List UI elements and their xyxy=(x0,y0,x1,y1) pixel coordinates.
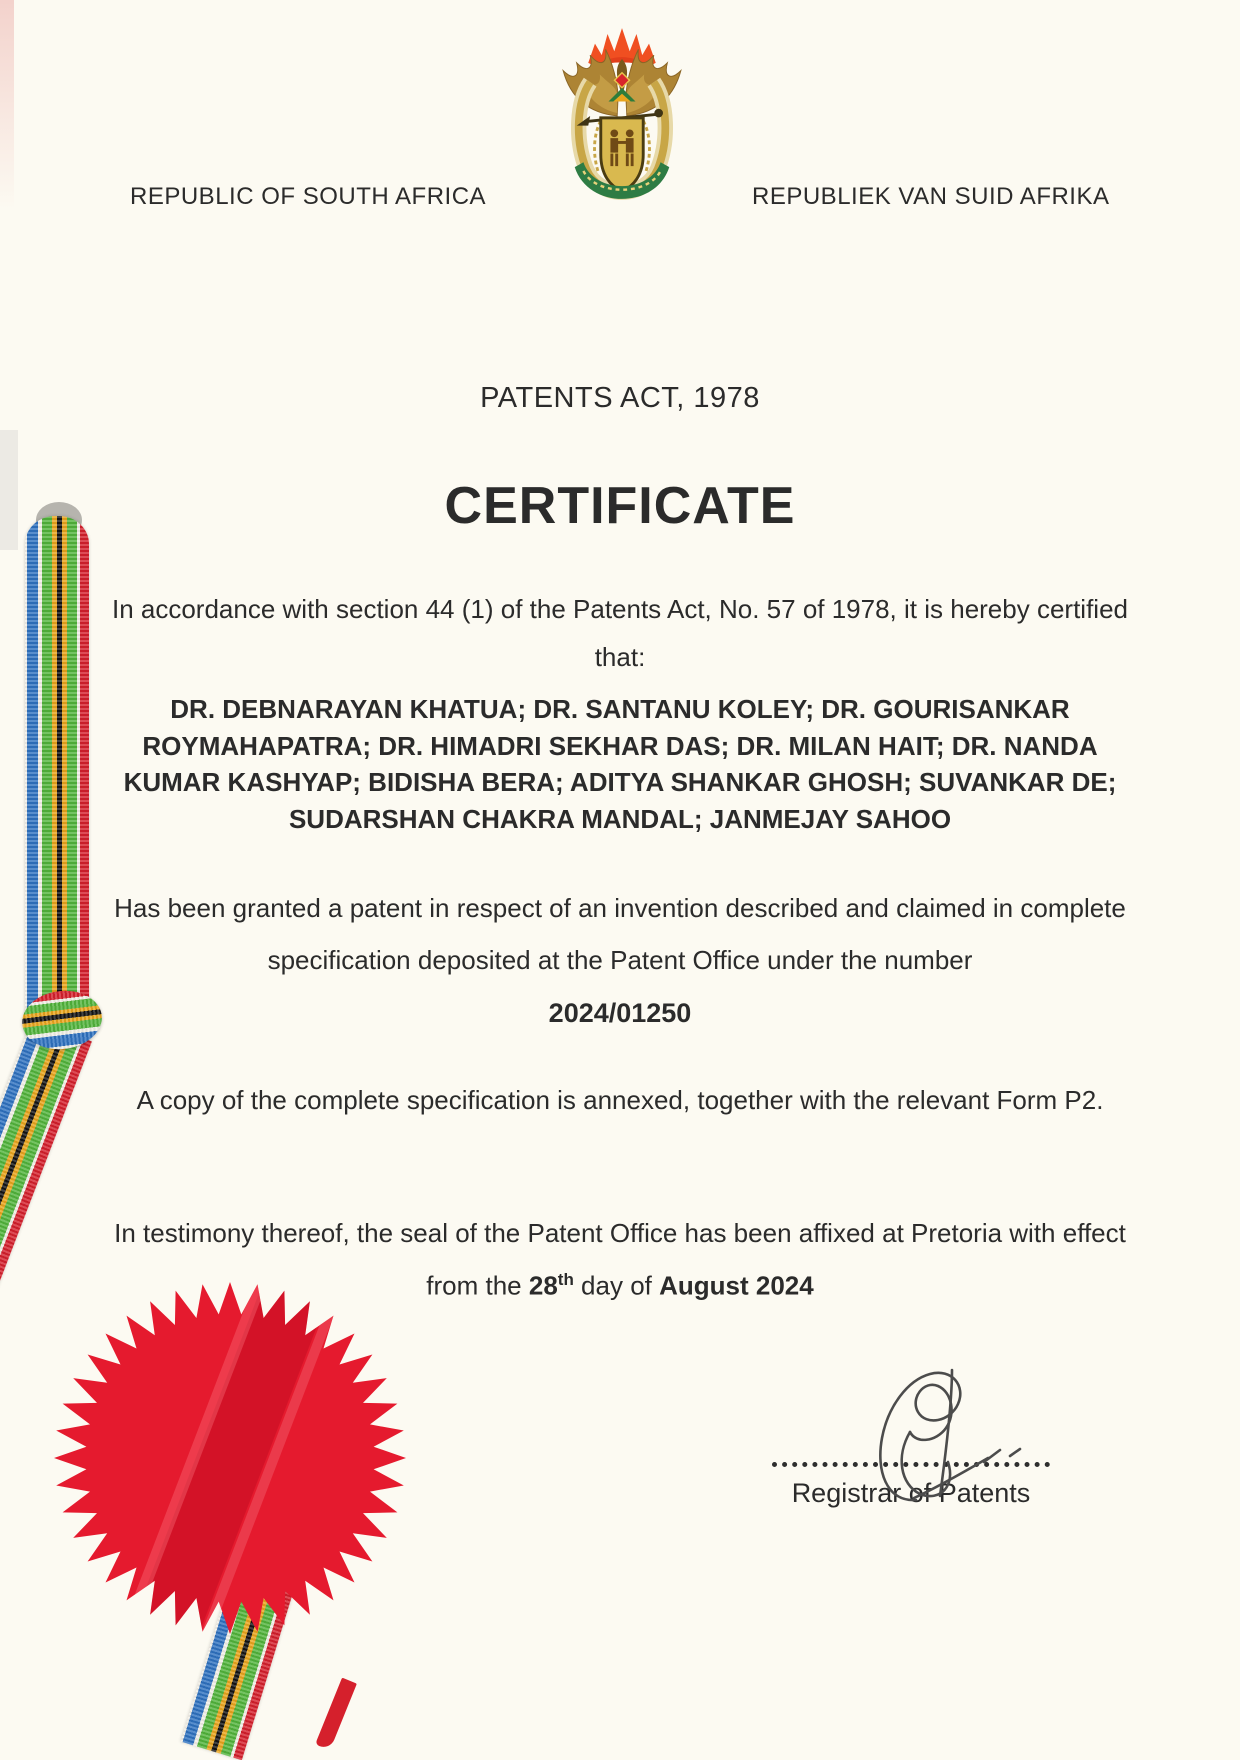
date-ordinal: th xyxy=(557,1270,574,1289)
date-prefix: from the xyxy=(426,1270,529,1301)
granted-line-1: Has been granted a patent in respect of an invention described and claimed in complete xyxy=(114,893,1126,923)
grantee-names xyxy=(0,691,1240,837)
south-africa-coat-of-arms-icon xyxy=(540,24,704,232)
grantee-line: ROYMAHAPATRA; DR. HIMADRI SEKHAR DAS; DR. MILAN HAIT; DR. NANDA xyxy=(142,730,1098,761)
signature-label: Registrar of Patents xyxy=(791,1478,1031,1508)
country-name-english: REPUBLIC OF SOUTH AFRICA xyxy=(130,183,487,210)
intro-that: that: xyxy=(594,642,646,672)
testimony-line: In testimony thereof, the seal of the Patent Office has been affixed at Pretoria with effect xyxy=(114,1218,1126,1248)
date-day: 28 xyxy=(528,1270,558,1301)
grantee-line: DR. DEBNARAYAN KHATUA; DR. SANTANU KOLEY; DR. GOURISANKAR xyxy=(170,694,1070,724)
intro-line: In accordance with section 44 (1) of the Patents Act, No. 57 of 1978, it is hereby certified xyxy=(111,594,1128,624)
patent-number: 2024/01250 xyxy=(548,998,692,1028)
ribbon-red-tail xyxy=(315,1678,357,1751)
ribbon-vertical-segment xyxy=(25,516,89,1014)
date-month-year: August 2024 xyxy=(659,1270,814,1301)
patent-office-seal xyxy=(52,1280,408,1636)
date-middle: day of xyxy=(573,1270,660,1301)
grantee-line: KUMAR KASHYAP; BIDISHA BERA; ADITYA SHANKAR GHOSH; SUVANKAR DE; xyxy=(123,767,1117,797)
scan-smudge xyxy=(0,0,14,210)
grantee-line: SUDARSHAN CHAKRA MANDAL; JANMEJAY SAHOO xyxy=(288,803,952,834)
registrar-signature xyxy=(838,1352,1028,1522)
country-name-afrikaans: REPUBLIEK VAN SUID AFRIKA xyxy=(752,183,1110,210)
act-title: PATENTS ACT, 1978 xyxy=(480,382,760,414)
certificate-title: CERTIFICATE xyxy=(444,477,796,535)
annex-line: A copy of the complete specification is annexed, together with the relevant Form P2. xyxy=(136,1085,1104,1115)
granted-line-2: specification deposited at the Patent Office under the number xyxy=(267,945,973,975)
